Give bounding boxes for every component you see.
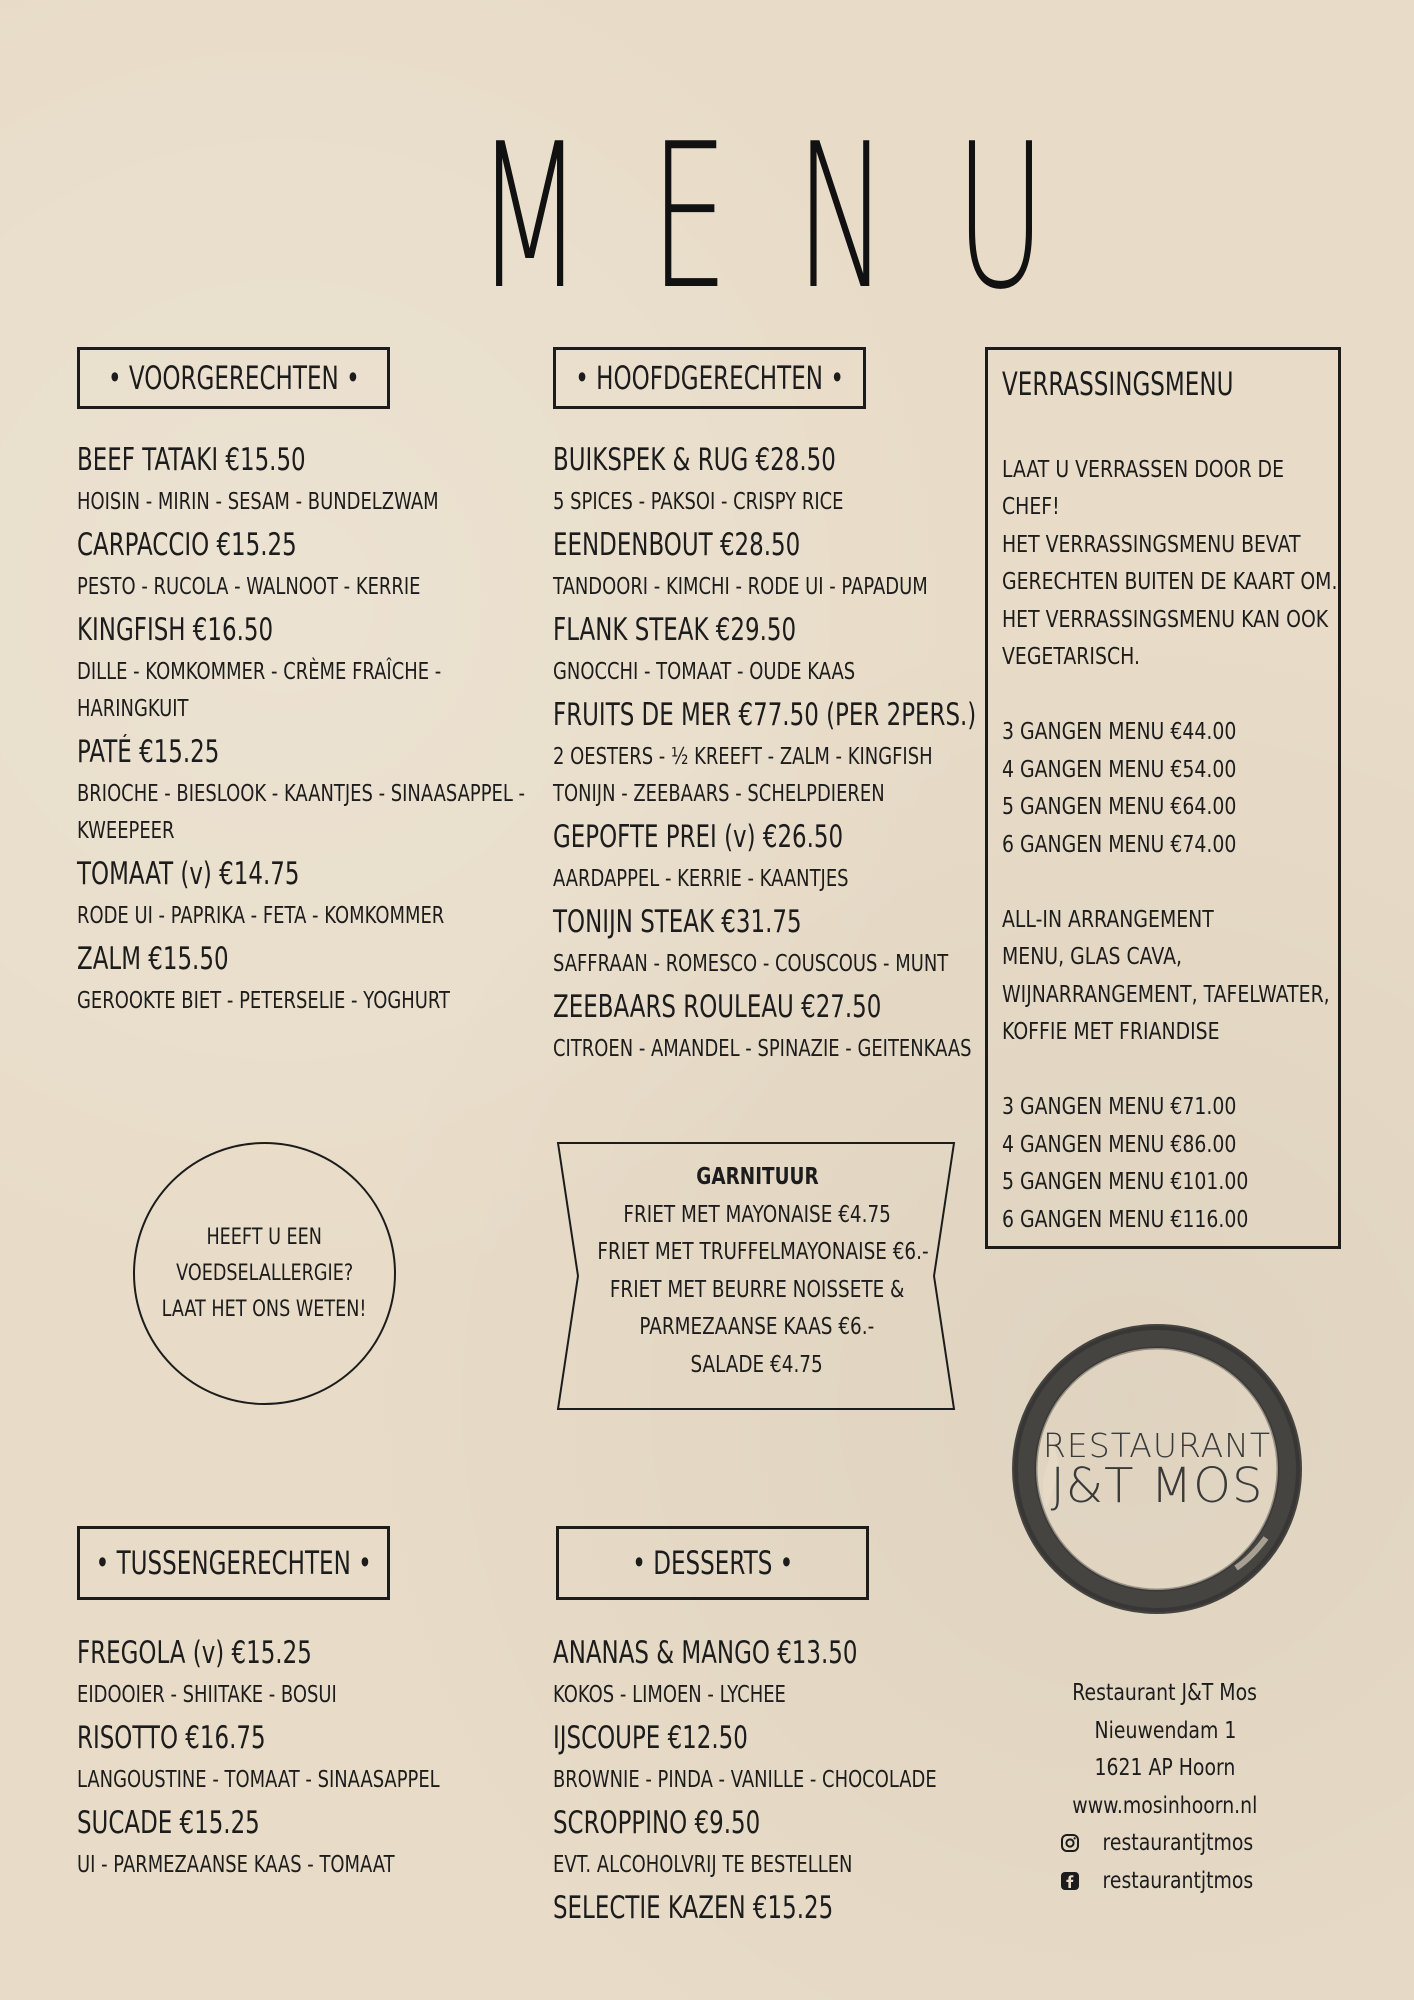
contact-name: Restaurant J&T Mos (1072, 1680, 1258, 1706)
dish-description: PESTO - RUCOLA - WALNOOT - KERRIE (77, 574, 421, 600)
contact-website[interactable]: www.mosinhoorn.nl (1072, 1792, 1258, 1819)
contact-instagram[interactable]: restaurantjtmos (1020, 1825, 1310, 1863)
text-line: 5 GANGEN MENU €64.00 (1002, 794, 1237, 820)
contact-city: 1621 AP Hoorn (1094, 1755, 1236, 1781)
text-line: HET VERRASSINGSMENU KAN OOK (1002, 606, 1329, 633)
facebook-icon (1060, 1871, 1080, 1891)
dish-description: DILLE - KOMKOMMER - CRÈME FRAÎCHE - (77, 659, 442, 685)
hoofdgerechten-list (553, 440, 983, 1072)
garnituur-line: FRIET MET BEURRE NOISSETE & (609, 1276, 905, 1303)
dish-description: BROWNIE - PINDA - VANILLE - CHOCOLADE (553, 1767, 937, 1793)
garnituur-title: GARNITUUR (695, 1164, 819, 1190)
dish-name: ANANAS & MANGO €13.50 (553, 1635, 858, 1671)
dish-description: KWEEPEER (77, 818, 175, 844)
dish-name: BEEF TATAKI €15.50 (77, 442, 306, 478)
allergy-notice (133, 1142, 396, 1405)
menu-title: MENU (476, 101, 1113, 334)
dish-description: HOISIN - MIRIN - SESAM - BUNDELZWAM (77, 489, 439, 515)
text-line: 5 GANGEN MENU €101.00 (1002, 1169, 1249, 1195)
garnituur-box (556, 1141, 958, 1411)
verrassingsmenu-title: VERRASSINGSMENU (1002, 365, 1234, 403)
text-line: WIJNARRANGEMENT, TAFELWATER, (1002, 981, 1330, 1008)
text-line: 4 GANGEN MENU €54.00 (1002, 756, 1237, 783)
verrassingsmenu-intro (1002, 452, 1338, 677)
dish-name: ZALM €15.50 (77, 941, 229, 977)
dish-name: FRUITS DE MER €77.50 (PER 2PERS.) (553, 697, 977, 733)
dish-description: 5 SPICES - PAKSOI - CRISPY RICE (553, 489, 844, 515)
dish-description: AARDAPPEL - KERRIE - KAANTJES (553, 866, 849, 892)
contact-street: Nieuwendam 1 (1094, 1717, 1236, 1744)
dish-name: GEPOFTE PREI (v) €26.50 (553, 819, 844, 855)
allin-prices (1002, 1089, 1324, 1239)
voorgerechten-heading: • VOORGERECHTEN • (107, 359, 360, 397)
dish-description: CITROEN - AMANDEL - SPINAZIE - GEITENKAAS (553, 1036, 972, 1062)
dish-description: RODE UI - PAPRIKA - FETA - KOMKOMMER (77, 903, 445, 929)
garnituur-line: PARMEZAANSE KAAS €6.- (639, 1314, 875, 1340)
dish-description: TANDOORI - KIMCHI - RODE UI - PAPADUM (553, 574, 928, 600)
text-line: 4 GANGEN MENU €86.00 (1002, 1131, 1237, 1158)
dish-name: SELECTIE KAZEN €15.25 (553, 1890, 834, 1926)
tussengerechten-heading: • TUSSENGERECHTEN • (95, 1544, 372, 1582)
dish-description: BRIOCHE - BIESLOOK - KAANTJES - SINAASAPPEL - (77, 781, 526, 807)
instagram-icon (1060, 1833, 1080, 1853)
verrassingsmenu-box (985, 347, 1341, 1249)
text-line: KOFFIE MET FRIANDISE (1002, 1019, 1220, 1045)
dish-name: IJSCOUPE €12.50 (553, 1720, 748, 1756)
dish-name: KINGFISH €16.50 (77, 612, 274, 648)
dish-description: GEROOKTE BIET - PETERSELIE - YOGHURT (77, 988, 450, 1014)
garnituur-line: FRIET MET MAYONAISE €4.75 (623, 1201, 891, 1228)
logo-line2: J&T MOS (1050, 1458, 1264, 1514)
dish-name: CARPACCIO €15.25 (77, 527, 297, 563)
voorgerechten-heading-box (77, 347, 390, 409)
desserts-list (553, 1633, 1023, 1932)
dish-description: SAFFRAAN - ROMESCO - COUSCOUS - MUNT (553, 951, 949, 977)
allergy-line: HEEFT U EEN (206, 1224, 323, 1250)
dish-description: GNOCCHI - TOMAAT - OUDE KAAS (553, 659, 856, 685)
text-line: MENU, GLAS CAVA, (1002, 944, 1182, 970)
text-line: GERECHTEN BUITEN DE KAART OM. (1002, 569, 1338, 595)
hoofdgerechten-heading: • HOOFDGERECHTEN • (575, 359, 844, 397)
desserts-heading-box (556, 1526, 869, 1600)
text-line: VEGETARISCH. (1002, 644, 1140, 670)
dish-description: UI - PARMEZAANSE KAAS - TOMAAT (77, 1852, 395, 1878)
allin-description (1002, 939, 1330, 1052)
text-line: 6 GANGEN MENU €116.00 (1002, 1206, 1249, 1233)
verrassingsmenu-prices (1002, 714, 1324, 864)
voorgerechten-list (77, 440, 547, 1024)
contact-block (1020, 1675, 1310, 1900)
allin-title: ALL-IN ARRANGEMENT (1002, 906, 1214, 933)
dish-description: EVT. ALCOHOLVRIJ TE BESTELLEN (553, 1852, 853, 1878)
text-line: LAAT U VERRASSEN DOOR DE (1002, 456, 1285, 483)
restaurant-logo (1006, 1318, 1308, 1620)
dish-description: HARINGKUIT (77, 696, 189, 722)
text-line: 3 GANGEN MENU €71.00 (1002, 1094, 1237, 1120)
dish-name: FLANK STEAK €29.50 (553, 612, 797, 648)
desserts-heading: • DESSERTS • (632, 1544, 793, 1582)
dish-name: RISOTTO €16.75 (77, 1720, 266, 1756)
text-line: 6 GANGEN MENU €74.00 (1002, 831, 1237, 858)
dish-description: TONIJN - ZEEBAARS - SCHELPDIEREN (553, 781, 885, 807)
dish-name: TONIJN STEAK €31.75 (553, 904, 802, 940)
allergy-line: VOEDSELALLERGIE? (175, 1260, 354, 1286)
text-line: HET VERRASSINGSMENU BEVAT (1002, 531, 1301, 558)
dish-name: EENDENBOUT €28.50 (553, 527, 801, 563)
allergy-line: LAAT HET ONS WETEN! (162, 1296, 367, 1322)
garnituur-line: FRIET MET TRUFFELMAYONAISE €6.- (597, 1239, 929, 1265)
dish-name: BUIKSPEK & RUG €28.50 (553, 442, 836, 478)
dish-name: SCROPPINO €9.50 (553, 1805, 761, 1841)
garnituur-line: SALADE €4.75 (690, 1351, 824, 1378)
dish-description: EIDOOIER - SHIITAKE - BOSUI (77, 1682, 337, 1708)
dish-name: PATÉ €15.25 (77, 734, 220, 770)
dish-description: LANGOUSTINE - TOMAAT - SINAASAPPEL (77, 1767, 440, 1793)
dish-description: KOKOS - LIMOEN - LYCHEE (553, 1682, 786, 1708)
text-line: CHEF! (1002, 494, 1060, 520)
dish-name: ZEEBAARS ROULEAU €27.50 (553, 989, 882, 1025)
tussengerechten-list (77, 1633, 547, 1888)
tussengerechten-heading-box (77, 1526, 390, 1600)
logo-line1: RESTAURANT (1042, 1426, 1272, 1465)
contact-facebook[interactable]: restaurantjtmos (1020, 1863, 1310, 1901)
dish-name: FREGOLA (v) €15.25 (77, 1635, 312, 1671)
hoofdgerechten-heading-box (553, 347, 866, 409)
text-line: 3 GANGEN MENU €44.00 (1002, 719, 1237, 745)
dish-name: SUCADE €15.25 (77, 1805, 260, 1841)
dish-name: TOMAAT (v) €14.75 (77, 856, 300, 892)
dish-description: 2 OESTERS - ½ KREEFT - ZALM - KINGFISH (553, 744, 933, 770)
